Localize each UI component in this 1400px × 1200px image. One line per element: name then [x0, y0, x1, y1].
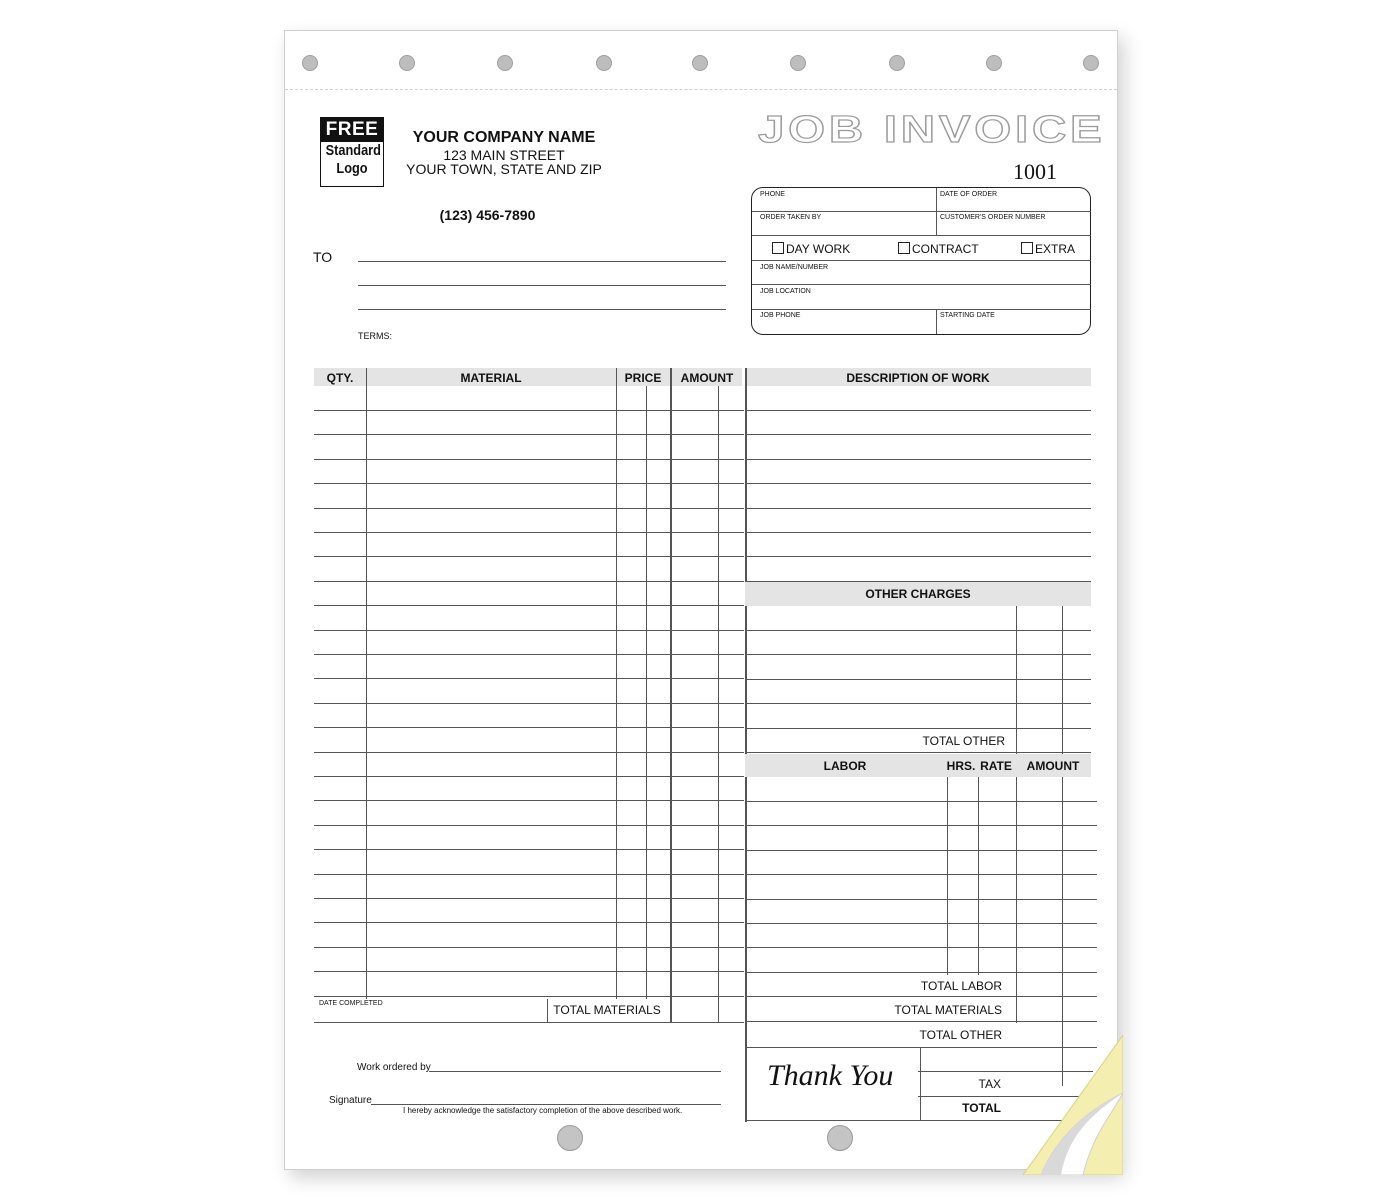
checkbox-icon[interactable] [898, 242, 910, 254]
material-header: MATERIAL [460, 371, 522, 385]
row-line [314, 654, 744, 655]
row-line [745, 508, 1091, 509]
to-line[interactable] [358, 309, 726, 310]
page-curl-icon [1023, 1035, 1123, 1175]
logo-standard: Standard [325, 142, 381, 159]
row-line [745, 972, 1097, 973]
date-of-order-label: DATE OF ORDER [940, 191, 998, 198]
binder-hole [302, 55, 318, 71]
row-line [745, 947, 1097, 948]
column-line [670, 368, 672, 1023]
row-line [314, 776, 744, 777]
row-line [314, 678, 744, 679]
signature-label: Signature [329, 1095, 372, 1106]
column-line [366, 368, 367, 999]
work-ordered-by-label: Work ordered by [357, 1062, 431, 1073]
order-info-box [751, 187, 1091, 335]
row-line [745, 703, 1091, 704]
binder-hole [889, 55, 905, 71]
row-line [745, 654, 1091, 655]
logo-free: FREE [321, 118, 383, 142]
column-line [947, 777, 948, 975]
row-line [314, 947, 744, 948]
hrs-header: HRS. [946, 759, 976, 773]
row-line [314, 410, 744, 411]
checkbox-day-work[interactable] [772, 242, 850, 256]
row-line [745, 825, 1097, 826]
work-ordered-by-line[interactable] [429, 1071, 721, 1072]
row-line [314, 483, 744, 484]
row-line [314, 556, 744, 557]
divider [752, 260, 1091, 261]
binder-hole [497, 55, 513, 71]
row-line [745, 556, 1091, 557]
row-line [745, 483, 1091, 484]
row-line [745, 728, 1091, 729]
bottom-line [314, 1022, 744, 1023]
row-line [314, 922, 744, 923]
document-title: JOB INVOICE [758, 109, 1106, 151]
row-line [314, 532, 744, 533]
checkbox-icon[interactable] [772, 242, 784, 254]
row-line [314, 971, 744, 972]
total-other-charges-label: TOTAL OTHER [922, 734, 1005, 748]
total-labor-label: TOTAL LABOR [920, 979, 1002, 993]
column-line [920, 1047, 921, 1121]
row-line [314, 727, 744, 728]
logo-word: Logo [336, 160, 368, 177]
to-line[interactable] [358, 285, 726, 286]
binder-hole [399, 55, 415, 71]
binder-hole-large [557, 1125, 583, 1151]
binder-hole [1083, 55, 1099, 71]
checkbox-icon[interactable] [1021, 242, 1033, 254]
job-phone-label: JOB PHONE [760, 312, 801, 319]
phone-field-label: PHONE [760, 191, 785, 198]
starting-date-label: STARTING DATE [940, 312, 995, 319]
row-line [314, 459, 744, 460]
logo [320, 117, 384, 187]
row-line [745, 459, 1091, 460]
binder-hole [986, 55, 1002, 71]
invoice-number: 1001 [1013, 159, 1057, 184]
row-line [745, 874, 1097, 875]
signature-line[interactable] [371, 1104, 721, 1105]
row-line [314, 630, 744, 631]
column-line [646, 386, 647, 999]
contract-label: CONTRACT [912, 242, 979, 256]
total-other-label: TOTAL OTHER [919, 1028, 1002, 1042]
extra-label: EXTRA [1035, 242, 1076, 256]
column-line [616, 368, 617, 999]
row-line [745, 996, 1097, 997]
column-line [1016, 606, 1017, 1023]
row-line [745, 434, 1091, 435]
divider [752, 235, 1091, 236]
company-city: YOUR TOWN, STATE AND ZIP [406, 161, 602, 177]
checkbox-contract[interactable] [898, 242, 979, 256]
price-header: PRICE [624, 371, 662, 385]
row-line [745, 410, 1091, 411]
labor-amount-header: AMOUNT [1026, 759, 1080, 773]
row-line [314, 605, 744, 606]
perforation-line [285, 89, 1117, 90]
row-line [314, 825, 744, 826]
divider [936, 188, 937, 236]
row-line [314, 849, 744, 850]
to-line[interactable] [358, 261, 726, 262]
day-work-label: DAY WORK [786, 242, 851, 256]
row-line [314, 434, 744, 435]
row-line [314, 898, 744, 899]
divider [752, 211, 1091, 212]
labor-header: LABOR [823, 759, 867, 773]
total-materials-label: TOTAL MATERIALS [894, 1003, 1002, 1017]
job-name-label: JOB NAME/NUMBER [760, 264, 829, 271]
row-line [745, 850, 1097, 851]
to-label: TO [313, 249, 333, 265]
row-line [314, 800, 744, 801]
column-line [978, 777, 979, 975]
company-street: 123 MAIN STREET [443, 147, 565, 163]
divider [936, 310, 937, 334]
description-header: DESCRIPTION OF WORK [846, 371, 990, 385]
thank-you-signature: Thank You [767, 1059, 894, 1092]
invoice-sheet [284, 30, 1118, 1170]
rate-header: RATE [980, 759, 1012, 773]
order-taken-by-label: ORDER TAKEN BY [760, 214, 822, 221]
row-line [745, 801, 1097, 802]
row-line [314, 752, 744, 753]
row-line [314, 996, 744, 997]
customer-order-number-label: CUSTOMER'S ORDER NUMBER [940, 214, 1046, 221]
column-line [1062, 606, 1063, 1086]
row-line [314, 874, 744, 875]
date-completed-label: DATE COMPLETED [319, 1000, 383, 1007]
amount-header: AMOUNT [680, 371, 734, 385]
row-line [745, 899, 1097, 900]
acknowledge-text: I hereby acknowledge the satisfactory completion of the above described work. [403, 1106, 683, 1115]
row-line [314, 581, 744, 582]
qty-header: QTY. [326, 371, 354, 385]
company-phone: (123) 456-7890 [439, 207, 536, 223]
row-line [314, 508, 744, 509]
job-location-label: JOB LOCATION [760, 288, 811, 295]
tax-label: TAX [978, 1077, 1001, 1091]
total-materials-left-label: TOTAL MATERIALS [553, 1003, 661, 1017]
other-charges-header: OTHER CHARGES [865, 587, 971, 601]
divider [752, 284, 1091, 285]
row-line [745, 752, 1091, 753]
binder-hole-large [827, 1125, 853, 1151]
terms-label: TERMS: [358, 331, 393, 341]
binder-hole [790, 55, 806, 71]
company-name: YOUR COMPANY NAME [412, 129, 596, 146]
column-line [718, 386, 719, 1023]
row-line [745, 532, 1091, 533]
row-line [314, 703, 744, 704]
grand-total-label: TOTAL [962, 1101, 1001, 1115]
column-line [745, 368, 747, 1122]
checkbox-extra[interactable] [1021, 242, 1075, 256]
row-line [745, 679, 1091, 680]
row-line [745, 630, 1091, 631]
binder-hole [692, 55, 708, 71]
row-line [745, 923, 1097, 924]
row-line [745, 1021, 1097, 1022]
binder-hole [596, 55, 612, 71]
divider [752, 309, 1091, 310]
